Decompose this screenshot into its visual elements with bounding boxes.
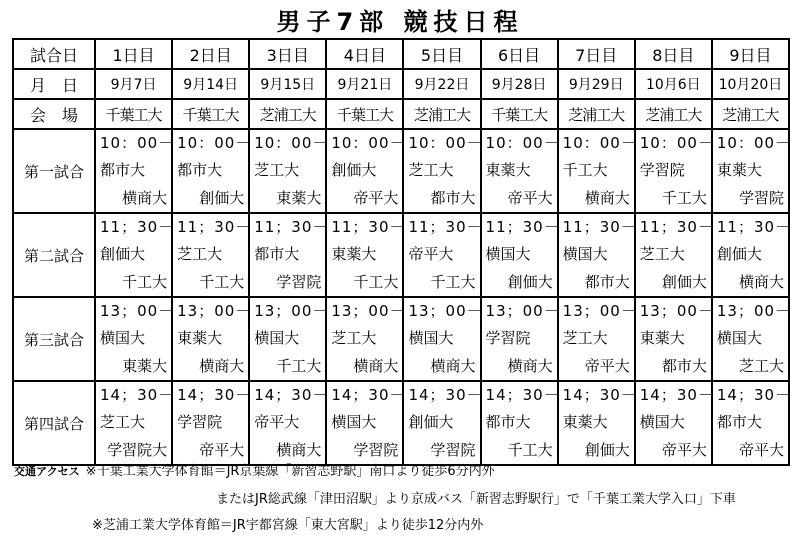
match-time: 10：00－ bbox=[254, 134, 329, 152]
match-cell bbox=[712, 381, 792, 465]
team-away: 帝平大 bbox=[507, 189, 553, 207]
match-cell bbox=[635, 213, 712, 297]
match-time: 13；00－ bbox=[639, 302, 714, 320]
team-away: 帝平大 bbox=[661, 441, 707, 459]
team-away: 帝平大 bbox=[353, 189, 399, 207]
match-cell bbox=[326, 297, 406, 381]
team-home: 都市大 bbox=[100, 161, 146, 179]
team-home: 東薬大 bbox=[562, 413, 608, 431]
team-away: 帝平大 bbox=[584, 357, 630, 375]
team-away: 創価大 bbox=[661, 273, 707, 291]
team-away: 創価大 bbox=[584, 441, 630, 459]
team-home: 都市大 bbox=[254, 245, 300, 263]
team-home: 東薬大 bbox=[639, 329, 685, 347]
venue-cell: 千葉工大 bbox=[481, 99, 558, 129]
match-time: 14；30－ bbox=[716, 386, 792, 404]
match-row bbox=[13, 129, 789, 213]
team-away: 都市大 bbox=[430, 189, 476, 207]
match-cell bbox=[249, 213, 329, 297]
match-time: 10：00－ bbox=[716, 134, 792, 152]
team-home: 東薬大 bbox=[331, 245, 377, 263]
access-text-3: ※芝浦工業大学体育館＝JR宇都宮線「東大宮駅」より徒歩12分内外 bbox=[92, 518, 484, 533]
team-away: 千工大 bbox=[507, 441, 553, 459]
date-cell: 9月14日 bbox=[172, 69, 249, 99]
access-line-2 bbox=[216, 488, 736, 507]
team-away: 横商大 bbox=[199, 357, 245, 375]
match-cell bbox=[712, 297, 792, 381]
match-time: 14；30－ bbox=[639, 386, 714, 404]
day-header: 8日目 bbox=[635, 39, 712, 69]
date-cell: 9月22日 bbox=[403, 69, 480, 99]
team-home: 横国大 bbox=[331, 413, 377, 431]
date-label: 月 日 bbox=[13, 69, 95, 99]
team-home: 横国大 bbox=[562, 245, 608, 263]
team-away: 都市大 bbox=[584, 273, 630, 291]
team-away: 横商大 bbox=[276, 441, 322, 459]
match-time: 10：00－ bbox=[408, 134, 483, 152]
team-home: 学習院 bbox=[639, 161, 685, 179]
match-label: 第二試合 bbox=[13, 213, 95, 297]
team-away: 学習院 bbox=[353, 441, 399, 459]
venue-label: 会 場 bbox=[13, 99, 95, 129]
team-away: 東薬大 bbox=[122, 357, 168, 375]
team-away: 千工大 bbox=[122, 273, 168, 291]
team-home: 学習院 bbox=[177, 413, 223, 431]
match-cell bbox=[558, 297, 635, 381]
match-cell bbox=[403, 381, 483, 465]
team-home: 横国大 bbox=[639, 413, 685, 431]
match-cell bbox=[712, 129, 792, 213]
match-time: 10：00－ bbox=[177, 134, 252, 152]
match-time: 13；00－ bbox=[254, 302, 329, 320]
date-cell: 10月6日 bbox=[635, 69, 712, 99]
team-home: 横国大 bbox=[485, 245, 531, 263]
match-cell bbox=[712, 213, 792, 297]
team-home: 創価大 bbox=[716, 245, 762, 263]
match-cell bbox=[558, 381, 635, 465]
team-away: 学習院 bbox=[738, 189, 784, 207]
team-away: 横商大 bbox=[353, 357, 399, 375]
team-away: 東薬大 bbox=[276, 189, 322, 207]
date-cell: 9月7日 bbox=[95, 69, 172, 99]
match-cell bbox=[249, 381, 329, 465]
match-cell bbox=[481, 213, 558, 297]
day-header: 7日目 bbox=[558, 39, 635, 69]
match-cell bbox=[172, 213, 252, 297]
match-cell bbox=[95, 129, 175, 213]
team-home: 帝平大 bbox=[254, 413, 300, 431]
match-label: 第三試合 bbox=[13, 297, 95, 381]
header-row bbox=[13, 39, 789, 69]
team-away: 学習院大 bbox=[107, 441, 168, 459]
match-cell bbox=[481, 129, 558, 213]
date-cell: 9月28日 bbox=[481, 69, 558, 99]
match-time: 14；30－ bbox=[408, 386, 483, 404]
venue-cell: 芝浦工大 bbox=[403, 99, 480, 129]
team-away: 千工大 bbox=[199, 273, 245, 291]
date-cell: 9月15日 bbox=[249, 69, 326, 99]
team-home: 都市大 bbox=[177, 161, 223, 179]
match-time: 10：00－ bbox=[639, 134, 714, 152]
venue-cell: 千葉工大 bbox=[172, 99, 249, 129]
page-title: 男子7部 競技日程 bbox=[276, 8, 524, 36]
team-away: 千工大 bbox=[430, 273, 476, 291]
match-cell bbox=[558, 213, 635, 297]
match-time: 13；00－ bbox=[485, 302, 560, 320]
venue-cell: 千葉工大 bbox=[326, 99, 403, 129]
day-header: 1日目 bbox=[95, 39, 172, 69]
match-row bbox=[13, 297, 789, 381]
match-time: 10：00－ bbox=[485, 134, 560, 152]
match-cell bbox=[326, 381, 406, 465]
team-away: 帝平大 bbox=[199, 441, 245, 459]
match-time: 11；30－ bbox=[408, 218, 483, 236]
venue-cell: 芝浦工大 bbox=[249, 99, 326, 129]
match-time: 14；30－ bbox=[100, 386, 175, 404]
team-away: 千工大 bbox=[353, 273, 399, 291]
schedule-table bbox=[12, 38, 790, 466]
match-cell bbox=[95, 213, 175, 297]
match-cell bbox=[481, 297, 558, 381]
team-home: 東薬大 bbox=[485, 161, 531, 179]
team-home: 芝工大 bbox=[331, 329, 377, 347]
match-time: 11；30－ bbox=[562, 218, 637, 236]
match-time: 13；00－ bbox=[716, 302, 792, 320]
team-away: 千工大 bbox=[661, 189, 707, 207]
day-header: 3日目 bbox=[249, 39, 326, 69]
team-home: 創価大 bbox=[331, 161, 377, 179]
match-cell bbox=[172, 381, 252, 465]
match-cell bbox=[326, 129, 406, 213]
venue-cell: 芝浦工大 bbox=[712, 99, 789, 129]
day-header: 2日目 bbox=[172, 39, 249, 69]
date-row bbox=[13, 69, 789, 99]
access-line-1 bbox=[14, 460, 495, 479]
venue-row bbox=[13, 99, 789, 129]
match-label: 第四試合 bbox=[13, 381, 95, 465]
access-text-2: またはJR総武線「津田沼駅」より京成バス「新習志野駅行」で「千葉工業大学入口」下車 bbox=[216, 492, 736, 507]
match-cell bbox=[95, 297, 175, 381]
team-away: 横商大 bbox=[584, 189, 630, 207]
match-time: 14；30－ bbox=[485, 386, 560, 404]
team-home: 横国大 bbox=[716, 329, 762, 347]
team-home: 芝工大 bbox=[639, 245, 685, 263]
match-cell bbox=[403, 129, 483, 213]
team-home: 千工大 bbox=[562, 161, 608, 179]
match-cell bbox=[403, 213, 483, 297]
team-home: 横国大 bbox=[254, 329, 300, 347]
match-time: 11；30－ bbox=[254, 218, 329, 236]
match-time: 14；30－ bbox=[562, 386, 637, 404]
match-cell bbox=[635, 297, 712, 381]
team-away: 横商大 bbox=[738, 273, 784, 291]
match-row bbox=[13, 213, 789, 297]
match-time: 11；30－ bbox=[100, 218, 175, 236]
match-cell bbox=[403, 297, 483, 381]
day-header: 6日目 bbox=[481, 39, 558, 69]
match-cell bbox=[635, 381, 712, 465]
team-home: 東薬大 bbox=[716, 161, 762, 179]
team-away: 横商大 bbox=[122, 189, 168, 207]
match-time: 10：00－ bbox=[562, 134, 637, 152]
date-cell: 9月29日 bbox=[558, 69, 635, 99]
match-time: 14；30－ bbox=[331, 386, 406, 404]
team-home: 都市大 bbox=[485, 413, 531, 431]
match-label: 第一試合 bbox=[13, 129, 95, 213]
team-away: 学習院 bbox=[430, 441, 476, 459]
team-home: 帝平大 bbox=[408, 245, 454, 263]
match-time: 11；30－ bbox=[485, 218, 560, 236]
date-cell: 9月21日 bbox=[326, 69, 403, 99]
team-away: 学習院 bbox=[276, 273, 322, 291]
match-time: 14；30－ bbox=[254, 386, 329, 404]
match-time: 13；00－ bbox=[562, 302, 637, 320]
match-time: 13；00－ bbox=[100, 302, 175, 320]
team-away: 都市大 bbox=[661, 357, 707, 375]
team-away: 横商大 bbox=[507, 357, 553, 375]
team-home: 学習院 bbox=[485, 329, 531, 347]
team-home: 都市大 bbox=[716, 413, 762, 431]
access-line-3 bbox=[92, 514, 483, 533]
match-time: 11；30－ bbox=[639, 218, 714, 236]
team-home: 創価大 bbox=[408, 413, 454, 431]
team-home: 横国大 bbox=[408, 329, 454, 347]
match-cell bbox=[95, 381, 175, 465]
match-cell bbox=[172, 129, 252, 213]
match-cell bbox=[172, 297, 252, 381]
team-away: 帝平大 bbox=[738, 441, 784, 459]
day-header: 9日目 bbox=[712, 39, 789, 69]
day-header: 5日目 bbox=[403, 39, 480, 69]
match-cell bbox=[558, 129, 635, 213]
match-time: 10：00－ bbox=[100, 134, 175, 152]
team-away: 創価大 bbox=[507, 273, 553, 291]
team-home: 芝工大 bbox=[408, 161, 454, 179]
match-time: 14；30－ bbox=[177, 386, 252, 404]
date-cell: 10月20日 bbox=[712, 69, 789, 99]
match-cell bbox=[249, 129, 329, 213]
match-time: 13；00－ bbox=[177, 302, 252, 320]
access-text-1: ※千葉工業大学体育館＝JR京葉線「新習志野駅」南口より徒歩6分内外 bbox=[85, 464, 495, 479]
match-time: 13；00－ bbox=[408, 302, 483, 320]
team-home: 東薬大 bbox=[177, 329, 223, 347]
team-home: 創価大 bbox=[100, 245, 146, 263]
venue-cell: 千葉工大 bbox=[95, 99, 172, 129]
team-home: 芝工大 bbox=[100, 413, 146, 431]
team-home: 芝工大 bbox=[177, 245, 223, 263]
match-cell bbox=[481, 381, 558, 465]
access-label: 交通アクセス bbox=[14, 465, 80, 478]
match-row bbox=[13, 381, 789, 465]
match-time: 10：00－ bbox=[331, 134, 406, 152]
match-cell bbox=[635, 129, 712, 213]
match-cell bbox=[249, 297, 329, 381]
team-away: 芝工大 bbox=[738, 357, 784, 375]
team-home: 横国大 bbox=[100, 329, 146, 347]
match-time: 13；00－ bbox=[331, 302, 406, 320]
team-away: 創価大 bbox=[199, 189, 245, 207]
match-time: 11；30－ bbox=[716, 218, 792, 236]
day-header: 4日目 bbox=[326, 39, 403, 69]
team-home: 芝工大 bbox=[562, 329, 608, 347]
venue-cell: 芝浦工大 bbox=[635, 99, 712, 129]
venue-cell: 芝浦工大 bbox=[558, 99, 635, 129]
header-label: 試合日 bbox=[13, 39, 95, 69]
match-time: 11；30－ bbox=[331, 218, 406, 236]
team-home: 芝工大 bbox=[254, 161, 300, 179]
team-away: 千工大 bbox=[276, 357, 322, 375]
match-time: 11；30－ bbox=[177, 218, 252, 236]
team-away: 横商大 bbox=[430, 357, 476, 375]
match-cell bbox=[326, 213, 406, 297]
